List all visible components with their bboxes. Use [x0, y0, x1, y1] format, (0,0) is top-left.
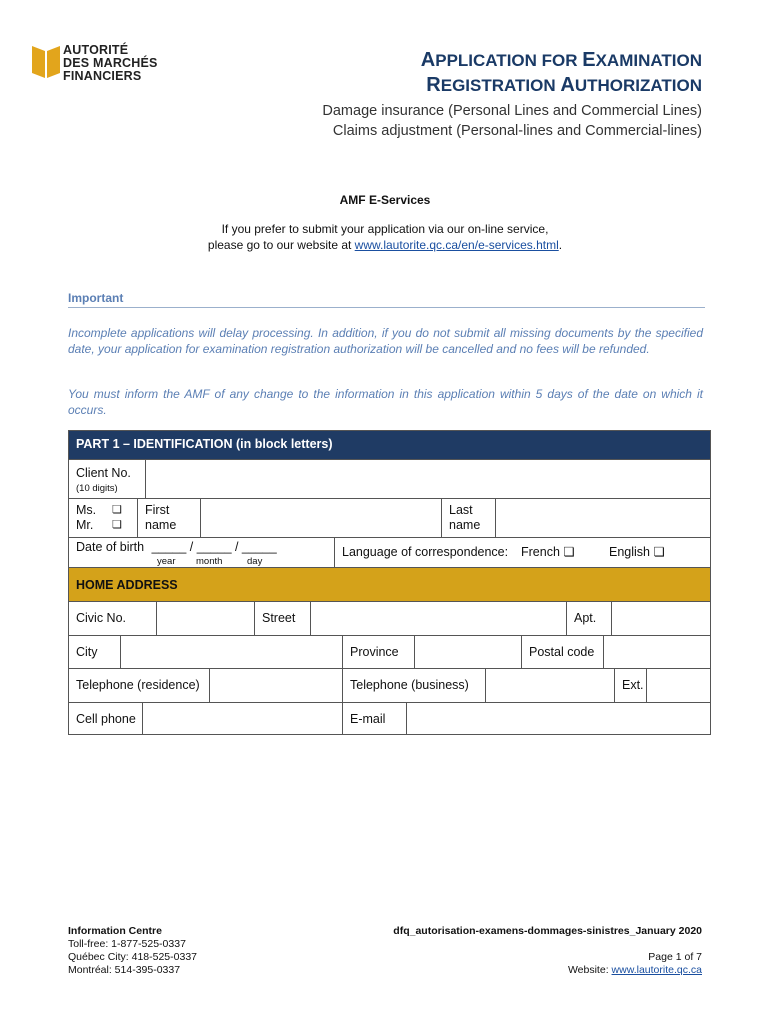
footer-montreal: Montréal: 514-395-0337 — [68, 964, 181, 976]
city-field[interactable] — [120, 635, 342, 668]
logo-text — [63, 44, 193, 83]
dob-cell — [69, 537, 334, 567]
tel-residence-label: Telephone (residence) — [69, 668, 209, 702]
footer-website-link[interactable]: www.lautorite.qc.ca — [611, 964, 702, 976]
last-name-label-2: name — [449, 518, 481, 532]
footer-tollfree: Toll-free: 1-877-525-0337 — [68, 938, 186, 950]
client-no-label: Client No. — [76, 466, 131, 480]
postal-code-field[interactable] — [603, 635, 710, 668]
tel-residence-field[interactable] — [209, 668, 342, 702]
eservices-line-2-post: . — [558, 238, 563, 252]
dob-month-hint: month — [196, 556, 223, 567]
last-name-label: Last — [449, 503, 473, 517]
document-title — [421, 48, 702, 98]
part1-header: PART 1 – IDENTIFICATION (in block letters) — [69, 431, 710, 459]
tel-business-label: Telephone (business) — [342, 668, 485, 702]
amf-logo-mark-icon — [32, 44, 60, 80]
amf-logo — [32, 44, 192, 84]
first-name-label: First — [145, 503, 170, 517]
salutation-mr[interactable] — [76, 518, 137, 533]
home-address-header: HOME ADDRESS — [69, 567, 710, 601]
title-text: EGISTRATION — [440, 76, 561, 95]
important-paragraph-1: Incomplete applications will delay processing. In addition, if you do not submit all missing documents by the specified date, your application for examination registration authorization will be cancelled and no fees will be refunded. — [68, 326, 703, 356]
mr-label: Mr. — [76, 518, 94, 532]
ext-field[interactable] — [646, 668, 710, 702]
language-cell — [334, 537, 710, 567]
eservices-line-2-pre: please go to our website at — [207, 238, 355, 252]
footer-website-label: Website: — [567, 964, 612, 976]
identification-form — [68, 430, 711, 735]
eservices-text — [0, 221, 770, 253]
dob-field[interactable]: _____ / _____ / _____ — [151, 540, 277, 554]
subtitle-line-1: Damage insurance (Personal Lines and Commercial Lines) — [322, 103, 702, 119]
language-french-checkbox[interactable]: French ❏ — [521, 545, 575, 559]
footer-doc-id: dfq_autorisation-examens-dommages-sinistres_January 2020 — [393, 925, 702, 937]
street-field[interactable] — [310, 601, 566, 635]
title-cap: A — [560, 74, 575, 96]
eservices-title: AMF E-Services — [339, 193, 431, 207]
footer-spacer — [393, 938, 702, 951]
client-no-label-cell — [69, 459, 145, 498]
ext-label: Ext. — [614, 668, 646, 702]
province-field[interactable] — [414, 635, 521, 668]
civic-no-field[interactable] — [156, 601, 254, 635]
salutation-ms[interactable] — [76, 503, 137, 518]
subtitle-line-2: Claims adjustment (Personal-lines and Commercial-lines) — [332, 123, 702, 139]
footer-contact — [68, 925, 197, 977]
footer-page-number: Page 1 of 7 — [648, 951, 702, 963]
postal-code-label: Postal code — [521, 635, 603, 668]
title-cap: R — [426, 74, 441, 96]
important-paragraph-2: You must inform the AMF of any change to the information in this application within 5 days of the date on which it occurs. — [68, 387, 703, 417]
title-line-2 — [421, 73, 702, 98]
first-name-field[interactable] — [200, 498, 441, 537]
ms-checkbox[interactable]: ❏ — [112, 504, 122, 516]
mr-checkbox[interactable]: ❏ — [112, 519, 122, 531]
title-line-1 — [421, 48, 702, 73]
dob-label: Date of birth — [76, 540, 145, 554]
eservices-line-1: If you prefer to submit your application via our on-line service, — [221, 222, 549, 236]
title-cap: A — [420, 49, 436, 71]
last-name-field[interactable] — [495, 498, 710, 537]
dob-day-hint: day — [247, 556, 263, 567]
email-field[interactable] — [406, 702, 710, 734]
logo-line-1: AUTORITÉ — [63, 43, 129, 57]
document-subtitle — [322, 101, 702, 141]
first-name-label-cell — [137, 498, 200, 537]
footer-quebec: Québec City: 418-525-0337 — [68, 951, 197, 963]
logo-line-2: DES MARCHÉS — [63, 56, 158, 70]
client-no-hint: (10 digits) — [76, 483, 118, 494]
footer-document-info — [393, 925, 702, 977]
eservices-line-2 — [0, 237, 770, 253]
title-text: UTHORIZATION — [574, 76, 702, 95]
title-text: PPLICATION FOR — [435, 51, 583, 70]
cell-phone-field[interactable] — [142, 702, 342, 734]
title-text: XAMINATION — [595, 51, 702, 70]
important-heading: Important — [68, 291, 124, 305]
logo-line-3: FINANCIERS — [63, 69, 142, 83]
client-no-field[interactable] — [145, 459, 710, 498]
ms-label: Ms. — [76, 503, 97, 517]
footer-website — [393, 964, 702, 977]
language-english-checkbox[interactable]: English ❏ — [609, 545, 665, 559]
civic-no-label: Civic No. — [69, 601, 156, 635]
apt-label: Apt. — [566, 601, 611, 635]
salutation-cell — [69, 498, 137, 537]
dob-year-hint: year — [157, 556, 176, 567]
eservices-link[interactable]: www.lautorite.qc.ca/en/e-services.html — [354, 238, 559, 252]
apt-field[interactable] — [611, 601, 710, 635]
title-cap: E — [582, 49, 596, 71]
street-label: Street — [254, 601, 310, 635]
first-name-label-2: name — [145, 518, 177, 532]
footer-info-title: Information Centre — [68, 925, 162, 937]
email-label: E-mail — [342, 702, 406, 734]
city-label: City — [69, 635, 120, 668]
important-divider — [68, 307, 705, 308]
last-name-label-cell — [441, 498, 495, 537]
province-label: Province — [342, 635, 414, 668]
cell-phone-label: Cell phone — [69, 702, 142, 734]
tel-business-field[interactable] — [485, 668, 614, 702]
language-label: Language of correspondence: — [342, 545, 509, 559]
